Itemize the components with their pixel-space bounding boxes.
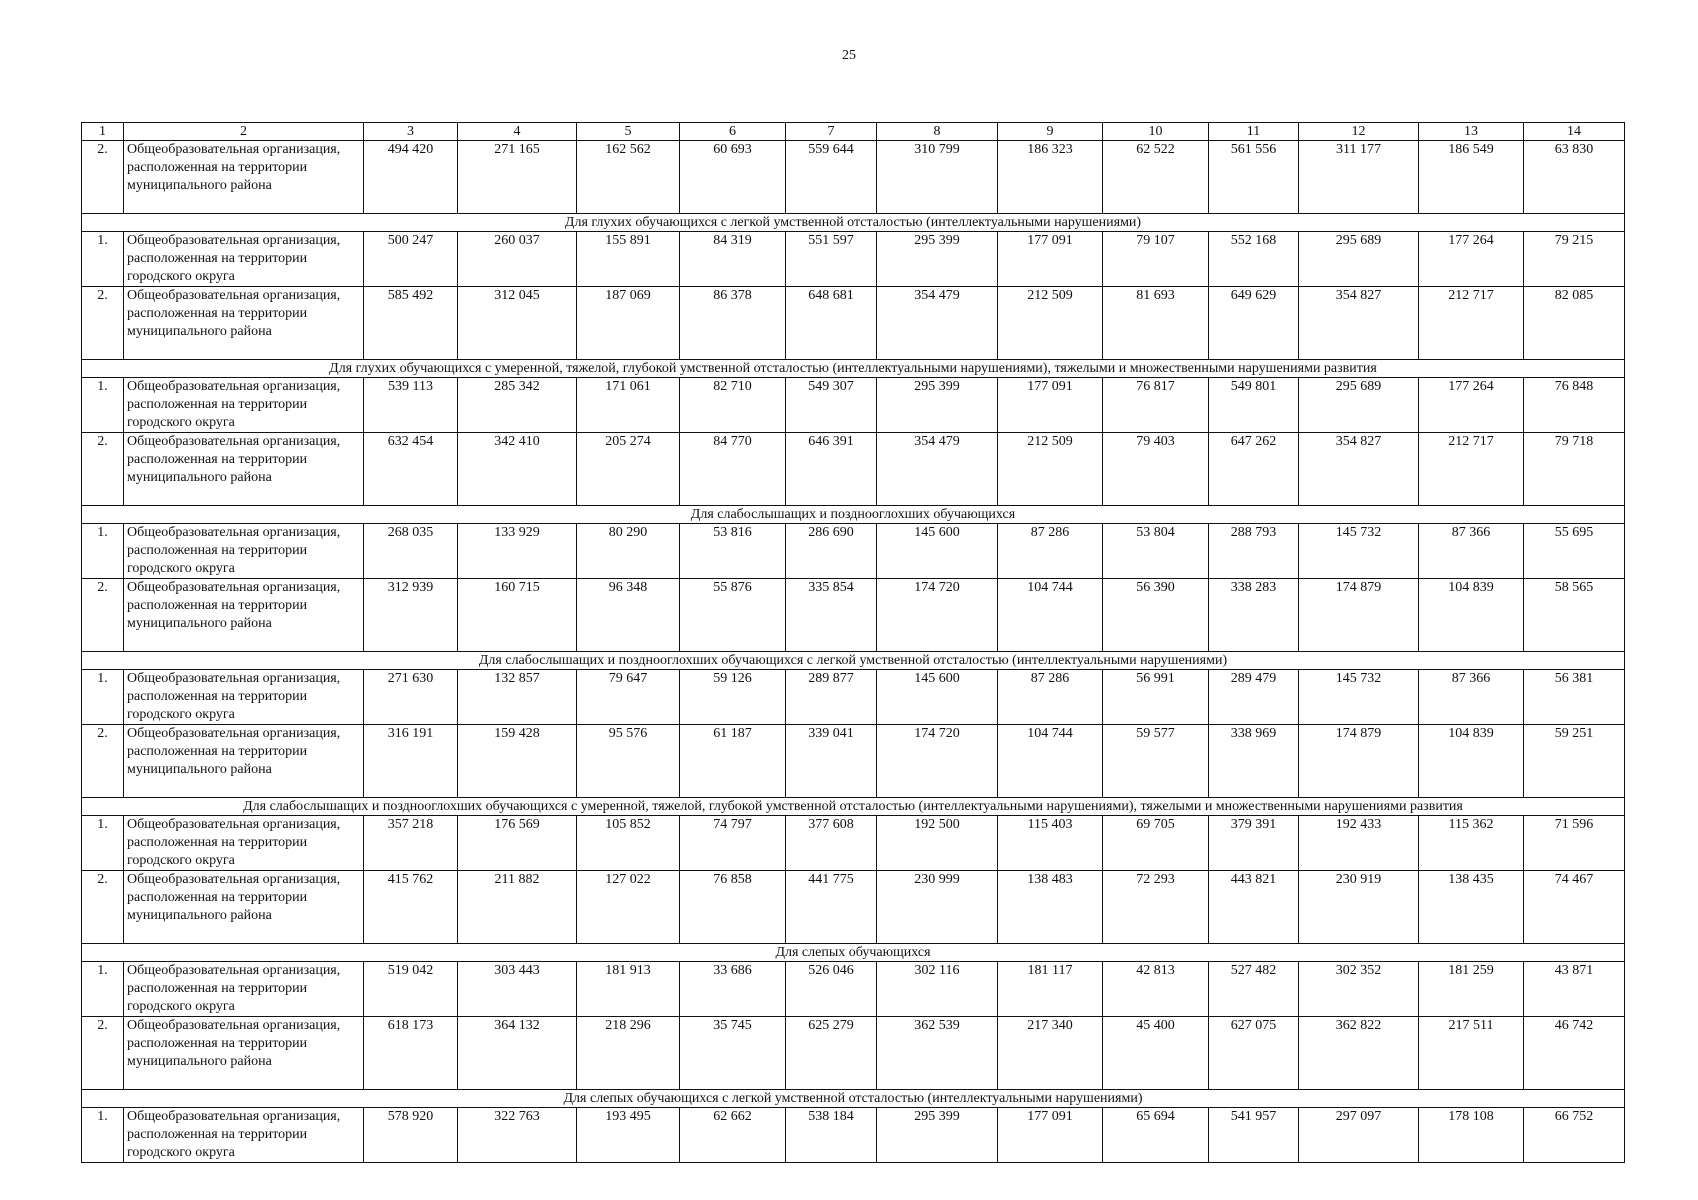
row-number: 1. [82, 378, 124, 433]
section-title: Для глухих обучающихся с легкой умственной отсталостью (интеллектуальными нарушениями) [82, 214, 1625, 232]
column-number: 11 [1209, 123, 1299, 141]
column-number: 8 [877, 123, 998, 141]
table-row [82, 670, 1625, 725]
value-cell: 316 191 [364, 725, 458, 798]
organization-name: Общеобразовательная организация, расположенная на территории муниципального района [124, 871, 364, 944]
value-cell: 105 852 [577, 816, 680, 871]
column-number: 3 [364, 123, 458, 141]
value-cell: 62 522 [1103, 141, 1209, 214]
section-title: Для слепых обучающихся [82, 944, 1625, 962]
row-number: 2. [82, 871, 124, 944]
value-cell: 212 717 [1419, 433, 1524, 506]
value-cell: 625 279 [786, 1017, 877, 1090]
table-row [82, 524, 1625, 579]
value-cell: 174 720 [877, 725, 998, 798]
organization-name: Общеобразовательная организация, расположенная на территории муниципального района [124, 287, 364, 360]
value-cell: 646 391 [786, 433, 877, 506]
value-cell: 230 919 [1299, 871, 1419, 944]
value-cell: 354 479 [877, 433, 998, 506]
value-cell: 33 686 [680, 962, 786, 1017]
value-cell: 177 264 [1419, 378, 1524, 433]
organization-name: Общеобразовательная организация, расположенная на территории муниципального района [124, 141, 364, 214]
value-cell: 218 296 [577, 1017, 680, 1090]
table-row [82, 725, 1625, 798]
value-cell: 192 500 [877, 816, 998, 871]
organization-name: Общеобразовательная организация, расположенная на территории городского округа [124, 232, 364, 287]
value-cell: 192 433 [1299, 816, 1419, 871]
section-row [82, 214, 1625, 232]
value-cell: 96 348 [577, 579, 680, 652]
value-cell: 42 813 [1103, 962, 1209, 1017]
value-cell: 171 061 [577, 378, 680, 433]
value-cell: 322 763 [458, 1108, 577, 1163]
value-cell: 354 479 [877, 287, 998, 360]
value-cell: 162 562 [577, 141, 680, 214]
value-cell: 72 293 [1103, 871, 1209, 944]
section-row [82, 944, 1625, 962]
section-row [82, 798, 1625, 816]
value-cell: 155 891 [577, 232, 680, 287]
value-cell: 79 403 [1103, 433, 1209, 506]
column-number: 10 [1103, 123, 1209, 141]
value-cell: 174 879 [1299, 579, 1419, 652]
value-cell: 311 177 [1299, 141, 1419, 214]
row-number: 1. [82, 1108, 124, 1163]
value-cell: 45 400 [1103, 1017, 1209, 1090]
value-cell: 104 744 [998, 579, 1103, 652]
value-cell: 357 218 [364, 816, 458, 871]
organization-name: Общеобразовательная организация, расположенная на территории городского округа [124, 1108, 364, 1163]
table-row [82, 1108, 1625, 1163]
row-number: 2. [82, 141, 124, 214]
value-cell: 56 991 [1103, 670, 1209, 725]
value-cell: 561 556 [1209, 141, 1299, 214]
row-number: 2. [82, 579, 124, 652]
value-cell: 145 732 [1299, 524, 1419, 579]
value-cell: 181 913 [577, 962, 680, 1017]
value-cell: 66 752 [1524, 1108, 1625, 1163]
value-cell: 312 939 [364, 579, 458, 652]
value-cell: 132 857 [458, 670, 577, 725]
value-cell: 286 690 [786, 524, 877, 579]
value-cell: 354 827 [1299, 433, 1419, 506]
value-cell: 84 770 [680, 433, 786, 506]
section-row [82, 506, 1625, 524]
value-cell: 289 479 [1209, 670, 1299, 725]
value-cell: 539 113 [364, 378, 458, 433]
value-cell: 288 793 [1209, 524, 1299, 579]
value-cell: 364 132 [458, 1017, 577, 1090]
value-cell: 181 259 [1419, 962, 1524, 1017]
value-cell: 104 839 [1419, 725, 1524, 798]
value-cell: 494 420 [364, 141, 458, 214]
value-cell: 295 399 [877, 232, 998, 287]
value-cell: 551 597 [786, 232, 877, 287]
value-cell: 271 630 [364, 670, 458, 725]
value-cell: 578 920 [364, 1108, 458, 1163]
value-cell: 339 041 [786, 725, 877, 798]
value-cell: 53 804 [1103, 524, 1209, 579]
value-cell: 295 689 [1299, 378, 1419, 433]
value-cell: 302 116 [877, 962, 998, 1017]
value-cell: 76 848 [1524, 378, 1625, 433]
value-cell: 205 274 [577, 433, 680, 506]
organization-name: Общеобразовательная организация, расположенная на территории муниципального района [124, 579, 364, 652]
value-cell: 174 879 [1299, 725, 1419, 798]
column-number: 7 [786, 123, 877, 141]
column-number: 13 [1419, 123, 1524, 141]
value-cell: 549 307 [786, 378, 877, 433]
value-cell: 79 647 [577, 670, 680, 725]
value-cell: 441 775 [786, 871, 877, 944]
value-cell: 289 877 [786, 670, 877, 725]
value-cell: 415 762 [364, 871, 458, 944]
section-title: Для слабослышащих и позднооглохших обучающихся с легкой умственной отсталостью (интеллектуальными нарушениями) [82, 652, 1625, 670]
value-cell: 295 399 [877, 378, 998, 433]
organization-name: Общеобразовательная организация, расположенная на территории городского округа [124, 670, 364, 725]
value-cell: 268 035 [364, 524, 458, 579]
table-row [82, 871, 1625, 944]
value-cell: 211 882 [458, 871, 577, 944]
page-number: 25 [842, 48, 856, 63]
value-cell: 177 091 [998, 232, 1103, 287]
row-number: 2. [82, 433, 124, 506]
organization-name: Общеобразовательная организация, расположенная на территории городского округа [124, 524, 364, 579]
value-cell: 187 069 [577, 287, 680, 360]
value-cell: 60 693 [680, 141, 786, 214]
value-cell: 302 352 [1299, 962, 1419, 1017]
value-cell: 297 097 [1299, 1108, 1419, 1163]
value-cell: 552 168 [1209, 232, 1299, 287]
value-cell: 647 262 [1209, 433, 1299, 506]
value-cell: 138 483 [998, 871, 1103, 944]
value-cell: 632 454 [364, 433, 458, 506]
value-cell: 74 467 [1524, 871, 1625, 944]
value-cell: 379 391 [1209, 816, 1299, 871]
value-cell: 295 689 [1299, 232, 1419, 287]
organization-name: Общеобразовательная организация, расположенная на территории муниципального района [124, 725, 364, 798]
value-cell: 63 830 [1524, 141, 1625, 214]
row-number: 1. [82, 232, 124, 287]
value-cell: 538 184 [786, 1108, 877, 1163]
value-cell: 377 608 [786, 816, 877, 871]
value-cell: 335 854 [786, 579, 877, 652]
row-number: 1. [82, 962, 124, 1017]
value-cell: 181 117 [998, 962, 1103, 1017]
table-row [82, 287, 1625, 360]
value-cell: 71 596 [1524, 816, 1625, 871]
section-title: Для слабослышащих и позднооглохших обучающихся с умеренной, тяжелой, глубокой умственной отсталостью (интеллектуальными нарушениями), тяжелыми и множественными нарушениями развития [82, 798, 1625, 816]
value-cell: 104 839 [1419, 579, 1524, 652]
column-number: 4 [458, 123, 577, 141]
value-cell: 618 173 [364, 1017, 458, 1090]
value-cell: 559 644 [786, 141, 877, 214]
value-cell: 133 929 [458, 524, 577, 579]
value-cell: 295 399 [877, 1108, 998, 1163]
value-cell: 177 091 [998, 1108, 1103, 1163]
column-number: 6 [680, 123, 786, 141]
value-cell: 95 576 [577, 725, 680, 798]
value-cell: 82 710 [680, 378, 786, 433]
value-cell: 43 871 [1524, 962, 1625, 1017]
column-number: 14 [1524, 123, 1625, 141]
value-cell: 212 509 [998, 433, 1103, 506]
value-cell: 53 816 [680, 524, 786, 579]
table-row [82, 962, 1625, 1017]
value-cell: 362 822 [1299, 1017, 1419, 1090]
value-cell: 145 600 [877, 524, 998, 579]
row-number: 1. [82, 524, 124, 579]
value-cell: 260 037 [458, 232, 577, 287]
value-cell: 76 817 [1103, 378, 1209, 433]
section-row [82, 1090, 1625, 1108]
table-row [82, 378, 1625, 433]
value-cell: 174 720 [877, 579, 998, 652]
value-cell: 59 126 [680, 670, 786, 725]
value-cell: 312 045 [458, 287, 577, 360]
value-cell: 79 107 [1103, 232, 1209, 287]
value-cell: 585 492 [364, 287, 458, 360]
value-cell: 212 717 [1419, 287, 1524, 360]
value-cell: 138 435 [1419, 871, 1524, 944]
value-cell: 342 410 [458, 433, 577, 506]
value-cell: 212 509 [998, 287, 1103, 360]
value-cell: 160 715 [458, 579, 577, 652]
value-cell: 86 378 [680, 287, 786, 360]
organization-name: Общеобразовательная организация, расположенная на территории городского округа [124, 816, 364, 871]
value-cell: 338 969 [1209, 725, 1299, 798]
value-cell: 56 390 [1103, 579, 1209, 652]
organization-name: Общеобразовательная организация, расположенная на территории городского округа [124, 378, 364, 433]
value-cell: 362 539 [877, 1017, 998, 1090]
value-cell: 648 681 [786, 287, 877, 360]
value-cell: 69 705 [1103, 816, 1209, 871]
value-cell: 115 362 [1419, 816, 1524, 871]
value-cell: 271 165 [458, 141, 577, 214]
value-cell: 145 732 [1299, 670, 1419, 725]
value-cell: 56 381 [1524, 670, 1625, 725]
table-row [82, 433, 1625, 506]
table-row [82, 1017, 1625, 1090]
row-number: 2. [82, 287, 124, 360]
value-cell: 87 366 [1419, 670, 1524, 725]
value-cell: 87 286 [998, 670, 1103, 725]
value-cell: 59 577 [1103, 725, 1209, 798]
value-cell: 519 042 [364, 962, 458, 1017]
value-cell: 186 549 [1419, 141, 1524, 214]
value-cell: 649 629 [1209, 287, 1299, 360]
value-cell: 217 511 [1419, 1017, 1524, 1090]
value-cell: 79 718 [1524, 433, 1625, 506]
column-number: 2 [124, 123, 364, 141]
value-cell: 104 744 [998, 725, 1103, 798]
value-cell: 62 662 [680, 1108, 786, 1163]
table-row [82, 816, 1625, 871]
value-cell: 177 264 [1419, 232, 1524, 287]
row-number: 2. [82, 725, 124, 798]
row-number: 2. [82, 1017, 124, 1090]
section-row [82, 360, 1625, 378]
column-number: 1 [82, 123, 124, 141]
value-cell: 177 091 [998, 378, 1103, 433]
value-cell: 61 187 [680, 725, 786, 798]
value-cell: 84 319 [680, 232, 786, 287]
value-cell: 176 569 [458, 816, 577, 871]
value-cell: 76 858 [680, 871, 786, 944]
value-cell: 443 821 [1209, 871, 1299, 944]
value-cell: 59 251 [1524, 725, 1625, 798]
value-cell: 500 247 [364, 232, 458, 287]
value-cell: 35 745 [680, 1017, 786, 1090]
organization-name: Общеобразовательная организация, расположенная на территории муниципального района [124, 433, 364, 506]
value-cell: 549 801 [1209, 378, 1299, 433]
column-number: 5 [577, 123, 680, 141]
column-number: 9 [998, 123, 1103, 141]
organization-name: Общеобразовательная организация, расположенная на территории городского округа [124, 962, 364, 1017]
value-cell: 541 957 [1209, 1108, 1299, 1163]
section-row [82, 652, 1625, 670]
value-cell: 87 286 [998, 524, 1103, 579]
organization-name: Общеобразовательная организация, расположенная на территории муниципального района [124, 1017, 364, 1090]
section-title: Для глухих обучающихся с умеренной, тяжелой, глубокой умственной отсталостью (интеллектуальными нарушениями), тяжелыми и множественными нарушениями развития [82, 360, 1625, 378]
value-cell: 217 340 [998, 1017, 1103, 1090]
value-cell: 82 085 [1524, 287, 1625, 360]
cost-table [81, 122, 1625, 1163]
value-cell: 58 565 [1524, 579, 1625, 652]
value-cell: 310 799 [877, 141, 998, 214]
value-cell: 79 215 [1524, 232, 1625, 287]
section-title: Для слабослышащих и позднооглохших обучающихся [82, 506, 1625, 524]
value-cell: 527 482 [1209, 962, 1299, 1017]
value-cell: 178 108 [1419, 1108, 1524, 1163]
value-cell: 186 323 [998, 141, 1103, 214]
value-cell: 80 290 [577, 524, 680, 579]
value-cell: 127 022 [577, 871, 680, 944]
table-row [82, 141, 1625, 214]
column-number: 12 [1299, 123, 1419, 141]
value-cell: 81 693 [1103, 287, 1209, 360]
row-number: 1. [82, 670, 124, 725]
value-cell: 55 695 [1524, 524, 1625, 579]
value-cell: 46 742 [1524, 1017, 1625, 1090]
value-cell: 338 283 [1209, 579, 1299, 652]
table-row [82, 579, 1625, 652]
value-cell: 303 443 [458, 962, 577, 1017]
row-number: 1. [82, 816, 124, 871]
value-cell: 65 694 [1103, 1108, 1209, 1163]
section-title: Для слепых обучающихся с легкой умственной отсталостью (интеллектуальными нарушениями) [82, 1090, 1625, 1108]
column-number-row [82, 123, 1625, 141]
value-cell: 159 428 [458, 725, 577, 798]
value-cell: 627 075 [1209, 1017, 1299, 1090]
value-cell: 87 366 [1419, 524, 1524, 579]
value-cell: 55 876 [680, 579, 786, 652]
value-cell: 115 403 [998, 816, 1103, 871]
table-row [82, 232, 1625, 287]
value-cell: 145 600 [877, 670, 998, 725]
value-cell: 193 495 [577, 1108, 680, 1163]
value-cell: 230 999 [877, 871, 998, 944]
value-cell: 74 797 [680, 816, 786, 871]
value-cell: 354 827 [1299, 287, 1419, 360]
value-cell: 285 342 [458, 378, 577, 433]
value-cell: 526 046 [786, 962, 877, 1017]
